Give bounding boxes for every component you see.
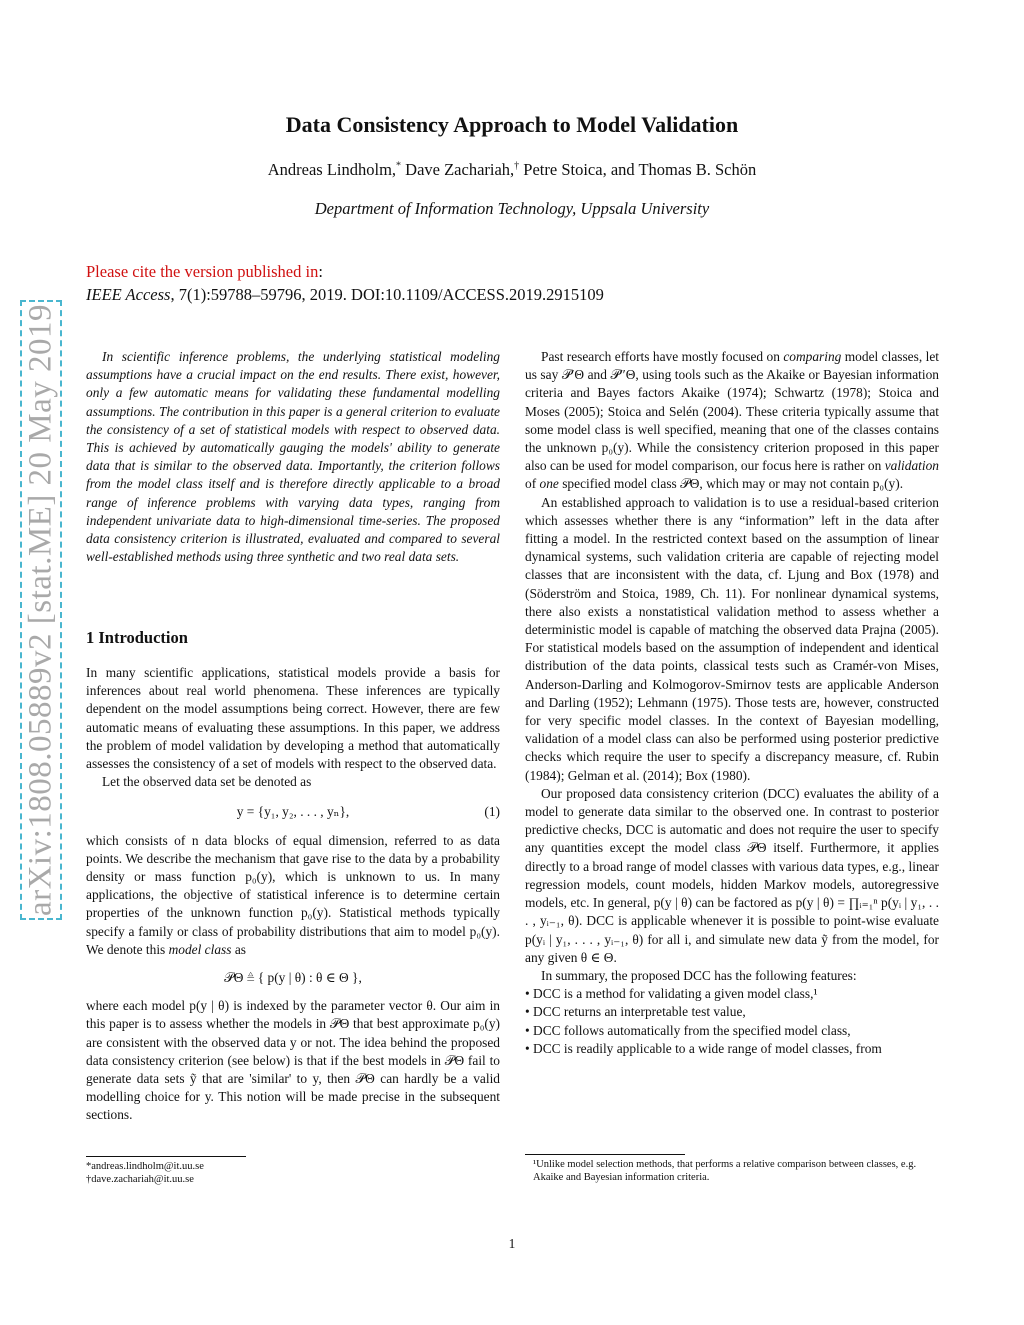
- equation-1-body: y = {y₁, y₂, . . . , yₙ},: [236, 804, 350, 820]
- right-paragraph-4: In summary, the proposed DCC has the following features:: [541, 967, 857, 983]
- footnote-rule: [86, 1156, 246, 1157]
- footnote-mark: *: [396, 160, 402, 172]
- abstract: In scientific inference problems, the underlying statistical modeling assumptions have a crucial impact on the end results. There exist, however, only a few automatic means for validating these fundamental modelling assumptions. The contribution in this paper is a general criterion to evaluate the consistency of a set of statistical models with respect to observed data. This is achieved by automatically gauging the models' ability to generate data that is similar to the observed data. Importantly, the criterion follows from the model class itself and is therefore directly applicable to a broad range of inference problems with varying data types, ranging from independent univariate data to high-dimensional time-series. The proposed data consistency criterion is illustrated, evaluated and compared to several well-established methods using three synthetic and two real data sets.: [86, 349, 500, 565]
- emphasis: validation: [884, 458, 939, 474]
- equation-2: 𝒫Θ ≜ { p(y | θ) : θ ∈ Θ },: [224, 970, 362, 986]
- affiliation: Department of Information Technology, Uppsala University: [314, 199, 710, 218]
- cite-notice[interactable]: [86, 262, 323, 282]
- cite-notice-colon: :: [318, 262, 323, 281]
- intro-paragraph-3: which consists of n data blocks of equal dimension, referred to as data points. We describe the mechanism that gave rise to the data by a probability density or mass function p₀(y), which is unknown to us. In many applications, the objective of statistical inference is to determine certain properties of the unknown function p₀(y). Statistical methods typically specify a family or class of probability distributions that aim to model p₀(y). We denote this model class as: [86, 832, 500, 957]
- equation-1: [86, 803, 500, 821]
- intro-paragraph-1: In many scientific applications, statistical models provide a basis for inferences about real world phenomena. These inferences are typically dependent on the model assumptions being correct. However, there are few automatic means of evaluating these assumptions. In this paper, we address the problem of model validation by developing a method that automatically assesses the consistency of a set of models with respect to the observed data.: [86, 665, 500, 772]
- section-heading: 1 Introduction: [86, 628, 188, 647]
- footnote-mark: †: [514, 160, 520, 172]
- author-list: [0, 160, 1024, 180]
- equation-1-number: (1): [484, 804, 500, 820]
- feature-item: • DCC is readily applicable to a wide range of model classes, from: [525, 1040, 882, 1056]
- author-others: Petre Stoica, and Thomas B. Schön: [523, 160, 757, 179]
- feature-item: • DCC is a method for validating a given model class,¹: [525, 986, 818, 1002]
- emphasis: one: [539, 476, 559, 492]
- right-paragraph-2: An established approach to validation is to use a residual-based criterion which assesses whether there is any “information” left in the data after fitting a model. In the restricted context based on the assumption of linear dynamical systems, such validation criteria are capable of rejecting model classes that are inconsistent with the data, cf. Ljung and Box (1978) and (Söderström and Stoica, 1989, Ch. 11). For nonlinear dynamical systems, there also exists a nonstatistical validation method to assess whether a deterministic model is capable of matching the observed data Prajna (2005). For statistical models based on the assumption of independent and identical distribution of the data points, classical tests such as Cramér-von Mises, Anderson-Darling and Kolmogorov-Smirnov tests are applicable Anderson and Darling (1952); Lehmann (1975). Those tests are, however, constructed for very specific model classes. In the context of Bayesian modelling, validation of a model class can also be performed using posterior predictive checks which require the user to specify a discrepancy measure, cf. Rubin (1984); Gelman et al. (2014); Box (1980).: [525, 494, 939, 783]
- footnote-email-1: *andreas.lindholm@it.uu.se: [86, 1161, 204, 1172]
- emphasis: comparing: [783, 349, 842, 364]
- feature-item: • DCC follows automatically from the specified model class,: [525, 1022, 851, 1038]
- cite-notice-link[interactable]: Please cite the version published in: [86, 262, 319, 281]
- author-zachariah: Dave Zachariah,: [405, 160, 515, 179]
- cite-details: , 7(1):59788–59796, 2019. DOI:10.1109/ACCESS.2019.2915109: [170, 285, 604, 304]
- footnote-rule: [525, 1154, 685, 1155]
- right-paragraph-1: Past research efforts have mostly focused on comparing model classes, let us say 𝒫′Θ and 𝒫″Θ, using tools such as the Akaike or Bayesian information criteria and Bayes factors Akaike (1974); Schwartz (1978); Stoica and Moses (2005); Stoica and Selén (2004). These criteria typically assume that some model class is well specified, meaning that one of the classes contains the unknown p₀(y). While the consistency criterion proposed in this paper also can be used for model comparison, our focus here is rather on validation of one specified model class 𝒫Θ, which may or may not contain p₀(y).: [525, 349, 939, 492]
- right-paragraph-3: Our proposed data consistency criterion (DCC) evaluates the ability of a model to generate data similar to the observed one. In contrast to posterior predictive checks, DCC is automatic and does not require the user to specify any quantities except the model class 𝒫Θ itself. Furthermore, it applies directly to a broad range of model classes with various data types, e.g., linear regression models, count models, hidden Markov models, autoregressive models, etc. In general, p(y | θ) can be factored as p(y | θ) = ∏ᵢ₌₁ⁿ p(yᵢ | y₁, . . . , yᵢ₋₁, θ). DCC is applicable whenever it is possible to point-wise evaluate p(yᵢ | y₁, . . . , yᵢ₋₁, θ) for all i, and simulate new data ỹ from the model, for any given θ ∈ Θ.: [525, 785, 939, 965]
- author-lindholm: Andreas Lindholm,: [267, 160, 397, 179]
- footnote-email-2: †dave.zachariah@it.uu.se: [86, 1174, 194, 1185]
- intro-paragraph-2: Let the observed data set be denoted as: [102, 774, 312, 790]
- footnotes-left: [86, 1156, 246, 1186]
- cite-reference: [86, 285, 604, 305]
- footnotes-right: [525, 1154, 939, 1184]
- paper-title: Data Consistency Approach to Model Validation: [285, 112, 739, 137]
- feature-item: • DCC returns an interpretable test value,: [525, 1004, 746, 1020]
- emphasis: model class: [168, 941, 232, 957]
- arxiv-id[interactable]: arXiv:1808.05889v2 [stat.ME] 20 May 2019: [22, 303, 59, 917]
- right-column: [525, 348, 939, 1058]
- left-column: [86, 664, 500, 1125]
- arxiv-watermark[interactable]: [20, 300, 62, 920]
- intro-paragraph-4: where each model p(y | θ) is indexed by the parameter vector θ. Our aim in this paper is to assess whether the models in 𝒫Θ that best approximate p₀(y) are consistent with the observed data y or not. The idea behind the proposed data consistency criterion (see below) is that if the best models in 𝒫Θ fail to generate data sets ỹ that are 'similar' to y, then 𝒫Θ can hardly be a valid modelling choice for y. This notion will be made precise in the subsequent sections.: [86, 998, 500, 1123]
- page-number: 1: [508, 1236, 516, 1251]
- journal-name: IEEE Access: [86, 285, 171, 304]
- footnote-1: ¹Unlike model selection methods, that performs a relative comparison between classes, e.g. Akaike and Bayesian information criteria.: [533, 1159, 917, 1183]
